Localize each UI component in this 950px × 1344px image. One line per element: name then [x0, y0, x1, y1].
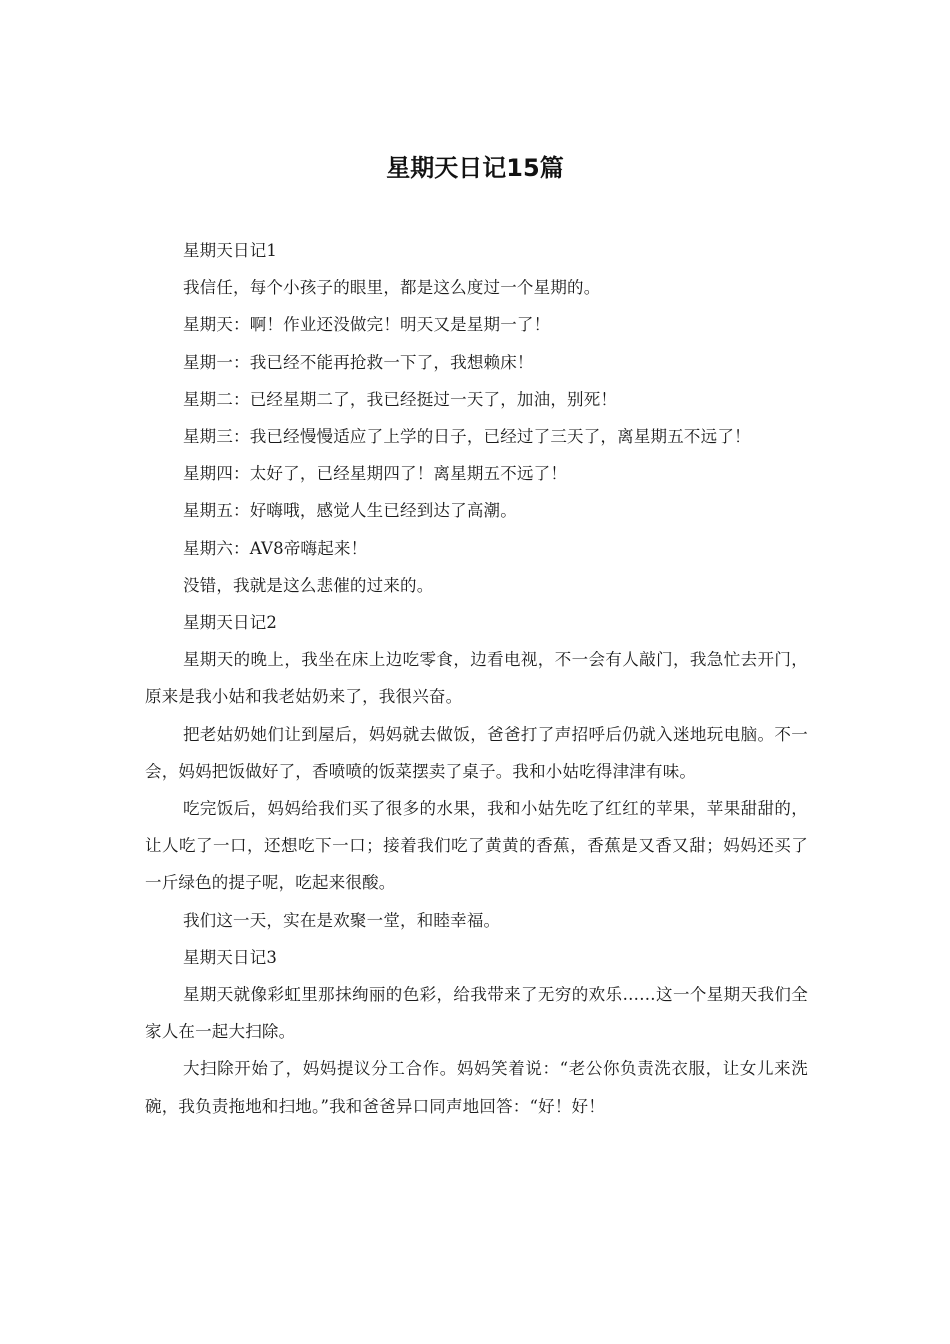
paragraph: 吃完饭后，妈妈给我们买了很多的水果，我和小姑先吃了红红的苹果，苹果甜甜的，让人吃了一口，还想吃下一口；接着我们吃了黄黄的香蕉，香蕉是又香又甜；妈妈还买了一斤绿色的提子呢，吃起来很酸。	[145, 799, 808, 893]
paragraph: 我信任，每个小孩子的眼里，都是这么度过一个星期的。	[182, 278, 601, 298]
paragraph: 星期天：啊！作业还没做完！明天又是星期一了！	[182, 315, 551, 335]
document-body	[145, 232, 808, 1125]
paragraph: 大扫除开始了，妈妈提议分工合作。妈妈笑着说：“老公你负责洗衣服，让女儿来洗碗，我负责拖地和扫地。”我和爸爸异口同声地回答：“好！好！	[145, 1059, 808, 1116]
section-heading: 星期天日记1	[182, 241, 278, 260]
paragraph: 星期三：我已经慢慢适应了上学的日子，已经过了三天了，离星期五不远了！	[182, 427, 751, 447]
paragraph: 星期四：太好了，已经星期四了！离星期五不远了！	[182, 464, 568, 484]
paragraph: 我们这一天，实在是欢聚一堂，和睦幸福。	[182, 910, 501, 930]
section-heading: 星期天日记2	[182, 613, 278, 633]
paragraph: 星期六：AV8帝嗨起来！	[182, 538, 368, 558]
section-heading: 星期天日记3	[182, 947, 278, 967]
document-title: 星期天日记15篇	[386, 154, 564, 182]
paragraph: 星期一：我已经不能再抢救一下了，我想赖床！	[182, 352, 534, 372]
paragraph: 把老姑奶她们让到屋后，妈妈就去做饭，爸爸打了声招呼后仍就入迷地玩电脑。不一会，妈妈把饭做好了，香喷喷的饭菜摆卖了桌子。我和小姑吃得津津有味。	[145, 724, 808, 781]
paragraph: 星期五：好嗨哦，感觉人生已经到达了高潮。	[182, 501, 517, 521]
paragraph: 星期天的晚上，我坐在床上边吃零食，边看电视，不一会有人敲门，我急忙去开门，原来是我小姑和我老姑奶来了，我很兴奋。	[145, 650, 808, 707]
paragraph: 星期二：已经星期二了，我已经挺过一天了，加油，别死！	[182, 389, 618, 409]
paragraph: 没错，我就是这么悲催的过来的。	[182, 575, 434, 595]
paragraph: 星期天就像彩虹里那抹绚丽的色彩，给我带来了无穷的欢乐……这一个星期天我们全家人在一起大扫除。	[145, 985, 808, 1042]
